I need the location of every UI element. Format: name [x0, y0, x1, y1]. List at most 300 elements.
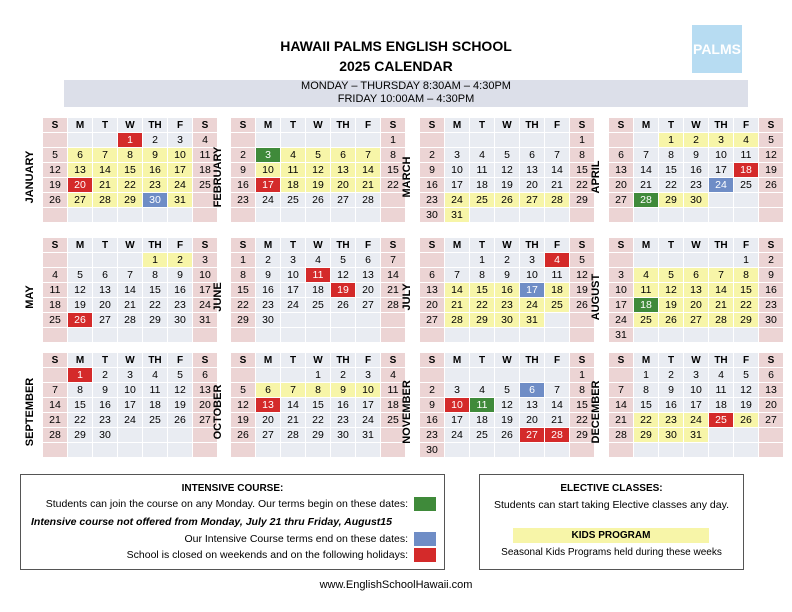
month-label	[586, 133, 606, 221]
empty-cell	[256, 208, 281, 223]
day-cell: 3	[356, 368, 381, 383]
day-cell: 16	[331, 398, 356, 413]
day-cell: 12	[759, 148, 784, 163]
day-cell: 11	[281, 163, 306, 178]
empty-cell	[759, 428, 784, 443]
day-header: T	[281, 238, 306, 253]
day-cell: 30	[331, 428, 356, 443]
day-cell: 6	[684, 268, 709, 283]
day-cell: 17	[168, 163, 193, 178]
day-cell: 25	[470, 428, 495, 443]
empty-cell	[68, 133, 93, 148]
day-cell: 27	[193, 413, 218, 428]
day-cell: 18	[306, 283, 331, 298]
day-cell: 15	[634, 398, 659, 413]
day-cell: 11	[470, 398, 495, 413]
empty-cell	[356, 208, 381, 223]
day-cell: 13	[356, 268, 381, 283]
day-cell: 9	[420, 398, 445, 413]
day-cell: 29	[143, 313, 168, 328]
day-cell: 21	[118, 298, 143, 313]
day-cell: 14	[118, 283, 143, 298]
day-cell: 22	[118, 178, 143, 193]
day-cell: 26	[168, 413, 193, 428]
day-header: T	[281, 118, 306, 133]
day-header: TH	[143, 118, 168, 133]
empty-cell	[659, 253, 684, 268]
day-cell: 12	[68, 283, 93, 298]
day-cell: 20	[420, 298, 445, 313]
day-cell: 5	[495, 383, 520, 398]
day-header: TH	[143, 353, 168, 368]
empty-cell	[231, 133, 256, 148]
empty-cell	[759, 443, 784, 458]
empty-cell	[93, 253, 118, 268]
day-cell: 16	[659, 398, 684, 413]
day-header: F	[356, 238, 381, 253]
day-cell: 3	[445, 148, 470, 163]
month-label	[20, 133, 40, 221]
website-footer: www.EnglishSchoolHawaii.com	[319, 579, 473, 591]
empty-cell	[143, 428, 168, 443]
day-cell: 29	[470, 313, 495, 328]
day-header: TH	[331, 118, 356, 133]
day-header: M	[256, 118, 281, 133]
day-cell: 28	[118, 313, 143, 328]
day-header: W	[118, 353, 143, 368]
empty-cell	[168, 208, 193, 223]
day-cell: 20	[520, 413, 545, 428]
day-cell: 13	[331, 163, 356, 178]
day-cell: 23	[684, 178, 709, 193]
day-cell: 4	[470, 148, 495, 163]
day-cell: 7	[634, 148, 659, 163]
day-header: TH	[143, 238, 168, 253]
day-cell: 2	[93, 368, 118, 383]
day-cell: 9	[93, 383, 118, 398]
empty-cell	[118, 328, 143, 343]
day-cell: 15	[734, 283, 759, 298]
day-header: TH	[520, 353, 545, 368]
empty-cell	[68, 253, 93, 268]
day-cell: 18	[470, 178, 495, 193]
day-cell: 24	[118, 413, 143, 428]
school-title: HAWAII PALMS ENGLISH SCHOOL	[280, 38, 512, 54]
day-cell: 27	[331, 193, 356, 208]
day-header: W	[495, 238, 520, 253]
month-february	[212, 117, 400, 223]
empty-cell	[495, 208, 520, 223]
day-cell: 20	[256, 413, 281, 428]
day-cell: 18	[193, 163, 218, 178]
empty-cell	[420, 368, 445, 383]
day-cell: 14	[709, 283, 734, 298]
day-cell: 11	[306, 268, 331, 283]
day-header: W	[306, 353, 331, 368]
blue-swatch	[414, 532, 436, 546]
day-cell: 5	[68, 268, 93, 283]
day-header: W	[495, 353, 520, 368]
day-cell: 1	[659, 133, 684, 148]
kids-program-text: Seasonal Kids Programs held during these weeks	[501, 547, 722, 558]
day-header: W	[118, 118, 143, 133]
day-cell: 28	[709, 313, 734, 328]
day-cell: 9	[759, 268, 784, 283]
day-cell: 13	[68, 163, 93, 178]
day-cell: 10	[193, 268, 218, 283]
day-cell: 23	[759, 298, 784, 313]
day-cell: 31	[356, 428, 381, 443]
day-cell: 24	[168, 178, 193, 193]
day-header: W	[684, 353, 709, 368]
day-cell: 23	[256, 298, 281, 313]
day-cell: 27	[93, 313, 118, 328]
day-cell: 9	[495, 268, 520, 283]
empty-cell	[759, 328, 784, 343]
day-header: S	[381, 353, 406, 368]
empty-cell	[331, 313, 356, 328]
day-cell: 11	[634, 283, 659, 298]
empty-cell	[168, 428, 193, 443]
day-cell: 15	[118, 163, 143, 178]
day-cell: 30	[143, 193, 168, 208]
day-cell: 12	[495, 163, 520, 178]
day-cell: 18	[143, 398, 168, 413]
day-cell: 26	[331, 298, 356, 313]
day-header: S	[193, 353, 218, 368]
day-cell: 4	[734, 133, 759, 148]
day-cell: 24	[709, 178, 734, 193]
empty-cell	[609, 253, 634, 268]
day-cell: 6	[68, 148, 93, 163]
day-cell: 19	[231, 413, 256, 428]
day-cell: 9	[231, 163, 256, 178]
empty-cell	[118, 428, 143, 443]
day-cell: 25	[193, 178, 218, 193]
month-october	[212, 352, 400, 458]
day-cell: 12	[734, 383, 759, 398]
month-label	[208, 253, 228, 341]
day-header: F	[734, 238, 759, 253]
day-cell: 1	[570, 133, 595, 148]
day-header: M	[256, 353, 281, 368]
day-cell: 22	[470, 298, 495, 313]
day-cell: 14	[445, 283, 470, 298]
day-cell: 19	[495, 413, 520, 428]
empty-cell	[43, 328, 68, 343]
day-header: S	[193, 238, 218, 253]
day-cell: 28	[634, 193, 659, 208]
day-header: T	[659, 118, 684, 133]
day-cell: 29	[68, 428, 93, 443]
day-cell: 8	[306, 383, 331, 398]
day-cell: 29	[118, 193, 143, 208]
day-header: M	[68, 353, 93, 368]
day-cell: 4	[281, 148, 306, 163]
empty-cell	[495, 368, 520, 383]
calendar-title: 2025 CALENDAR	[339, 58, 453, 74]
empty-cell	[68, 443, 93, 458]
day-header: S	[759, 353, 784, 368]
empty-cell	[759, 208, 784, 223]
day-cell: 6	[520, 383, 545, 398]
day-cell: 18	[545, 283, 570, 298]
day-cell: 2	[231, 148, 256, 163]
day-cell: 4	[381, 368, 406, 383]
empty-cell	[68, 208, 93, 223]
day-cell: 13	[256, 398, 281, 413]
day-cell: 27	[759, 413, 784, 428]
day-header: M	[445, 238, 470, 253]
day-cell: 4	[143, 368, 168, 383]
month-name: DECEMBER	[590, 380, 602, 444]
day-cell: 5	[570, 253, 595, 268]
day-header: F	[168, 353, 193, 368]
day-cell: 4	[193, 133, 218, 148]
empty-cell	[356, 443, 381, 458]
day-header: T	[93, 238, 118, 253]
day-header: W	[306, 238, 331, 253]
day-cell: 12	[331, 268, 356, 283]
day-cell: 24	[609, 313, 634, 328]
day-cell: 30	[93, 428, 118, 443]
empty-cell	[445, 253, 470, 268]
day-cell: 31	[445, 208, 470, 223]
day-cell: 30	[420, 443, 445, 458]
day-cell: 29	[634, 428, 659, 443]
day-header: S	[759, 238, 784, 253]
day-cell: 2	[759, 253, 784, 268]
empty-cell	[143, 208, 168, 223]
day-cell: 7	[281, 383, 306, 398]
intensive-course-legend	[20, 474, 445, 570]
day-cell: 30	[420, 208, 445, 223]
month-april	[590, 117, 778, 223]
day-cell: 4	[470, 383, 495, 398]
day-cell: 4	[634, 268, 659, 283]
day-header: S	[381, 238, 406, 253]
day-cell: 26	[306, 193, 331, 208]
day-cell: 5	[331, 253, 356, 268]
day-cell: 27	[684, 313, 709, 328]
day-cell: 20	[193, 398, 218, 413]
day-cell: 27	[68, 193, 93, 208]
empty-cell	[709, 208, 734, 223]
day-cell: 26	[734, 413, 759, 428]
day-cell: 17	[520, 283, 545, 298]
day-cell: 22	[306, 413, 331, 428]
empty-cell	[256, 443, 281, 458]
empty-cell	[709, 193, 734, 208]
empty-cell	[545, 443, 570, 458]
empty-cell	[520, 443, 545, 458]
day-cell: 25	[734, 178, 759, 193]
month-name: MARCH	[401, 156, 413, 198]
day-cell: 31	[520, 313, 545, 328]
day-cell: 20	[609, 178, 634, 193]
month-august	[590, 237, 778, 343]
day-cell: 29	[306, 428, 331, 443]
empty-cell	[545, 313, 570, 328]
day-cell: 7	[709, 268, 734, 283]
day-cell: 4	[306, 253, 331, 268]
day-cell: 31	[168, 193, 193, 208]
empty-cell	[68, 328, 93, 343]
day-cell: 31	[684, 428, 709, 443]
day-cell: 9	[256, 268, 281, 283]
day-cell: 22	[68, 413, 93, 428]
day-cell: 14	[43, 398, 68, 413]
month-name: JUNE	[212, 282, 224, 312]
day-cell: 15	[381, 163, 406, 178]
empty-cell	[231, 328, 256, 343]
day-cell: 19	[659, 298, 684, 313]
day-cell: 28	[545, 428, 570, 443]
day-cell: 10	[118, 383, 143, 398]
day-cell: 24	[445, 428, 470, 443]
day-header: T	[470, 238, 495, 253]
day-cell: 1	[231, 253, 256, 268]
day-header: F	[734, 353, 759, 368]
day-cell: 17	[256, 178, 281, 193]
empty-cell	[43, 443, 68, 458]
day-cell: 13	[609, 163, 634, 178]
empty-cell	[684, 208, 709, 223]
day-cell: 7	[43, 383, 68, 398]
day-cell: 7	[609, 383, 634, 398]
month-label	[20, 368, 40, 456]
day-cell: 6	[331, 148, 356, 163]
empty-cell	[306, 208, 331, 223]
legend-not-offered	[31, 514, 392, 530]
day-cell: 8	[381, 148, 406, 163]
empty-cell	[759, 193, 784, 208]
empty-cell	[331, 208, 356, 223]
day-header: F	[356, 118, 381, 133]
legend-term-begin-text: Students can join the course on any Monday. Our terms begin on these dates:	[45, 498, 408, 510]
day-header: M	[445, 353, 470, 368]
day-header: S	[231, 238, 256, 253]
day-header: F	[168, 238, 193, 253]
empty-cell	[709, 443, 734, 458]
empty-cell	[420, 328, 445, 343]
day-header: M	[634, 118, 659, 133]
day-cell: 23	[495, 298, 520, 313]
day-cell: 14	[281, 398, 306, 413]
day-header: S	[420, 118, 445, 133]
empty-cell	[231, 368, 256, 383]
month-label	[397, 368, 417, 456]
day-cell: 18	[470, 413, 495, 428]
month-label	[586, 253, 606, 341]
day-header: S	[420, 238, 445, 253]
hours-friday: FRIDAY 10:00AM – 4:30PM	[337, 93, 475, 105]
empty-cell	[609, 368, 634, 383]
month-july	[401, 237, 589, 343]
empty-cell	[520, 133, 545, 148]
month-name: AUGUST	[590, 273, 602, 321]
day-cell: 10	[445, 163, 470, 178]
day-cell: 25	[634, 313, 659, 328]
day-cell: 8	[734, 268, 759, 283]
day-cell: 2	[420, 383, 445, 398]
day-cell: 16	[231, 178, 256, 193]
day-cell: 27	[609, 193, 634, 208]
day-cell: 10	[281, 268, 306, 283]
day-cell: 3	[445, 383, 470, 398]
day-header: F	[545, 353, 570, 368]
day-cell: 21	[634, 178, 659, 193]
day-cell: 10	[709, 148, 734, 163]
day-header: M	[445, 118, 470, 133]
empty-cell	[43, 133, 68, 148]
day-cell: 23	[331, 413, 356, 428]
day-cell: 27	[520, 428, 545, 443]
empty-cell	[734, 208, 759, 223]
day-cell: 25	[709, 413, 734, 428]
day-cell: 23	[420, 428, 445, 443]
red-swatch	[414, 548, 436, 562]
empty-cell	[734, 328, 759, 343]
day-cell: 14	[634, 163, 659, 178]
empty-cell	[281, 328, 306, 343]
day-cell: 15	[306, 398, 331, 413]
empty-cell	[43, 368, 68, 383]
day-header: M	[68, 118, 93, 133]
empty-cell	[520, 328, 545, 343]
day-header: F	[734, 118, 759, 133]
day-cell: 6	[759, 368, 784, 383]
day-cell: 26	[68, 313, 93, 328]
day-cell: 5	[231, 383, 256, 398]
empty-cell	[143, 328, 168, 343]
empty-cell	[520, 368, 545, 383]
legend-closed-text: School is closed on weekends and on the following holidays:	[126, 549, 408, 561]
day-header: M	[256, 238, 281, 253]
empty-cell	[545, 368, 570, 383]
day-cell: 15	[68, 398, 93, 413]
day-cell: 9	[659, 383, 684, 398]
empty-cell	[684, 443, 709, 458]
day-cell: 9	[168, 268, 193, 283]
day-cell: 24	[684, 413, 709, 428]
month-may	[24, 237, 212, 343]
day-cell: 29	[659, 193, 684, 208]
day-cell: 19	[759, 163, 784, 178]
day-cell: 26	[43, 193, 68, 208]
day-cell: 12	[306, 163, 331, 178]
day-cell: 10	[256, 163, 281, 178]
day-cell: 29	[570, 193, 595, 208]
empty-cell	[734, 443, 759, 458]
day-cell: 30	[659, 428, 684, 443]
day-cell: 19	[168, 398, 193, 413]
day-cell: 21	[545, 178, 570, 193]
day-cell: 30	[684, 193, 709, 208]
empty-cell	[545, 133, 570, 148]
day-cell: 1	[68, 368, 93, 383]
day-cell: 5	[168, 368, 193, 383]
day-cell: 10	[684, 383, 709, 398]
day-cell: 16	[684, 163, 709, 178]
day-cell: 7	[445, 268, 470, 283]
day-cell: 18	[734, 163, 759, 178]
month-november	[401, 352, 589, 458]
day-cell: 13	[93, 283, 118, 298]
empty-cell	[93, 208, 118, 223]
day-cell: 21	[381, 283, 406, 298]
day-header: TH	[520, 238, 545, 253]
